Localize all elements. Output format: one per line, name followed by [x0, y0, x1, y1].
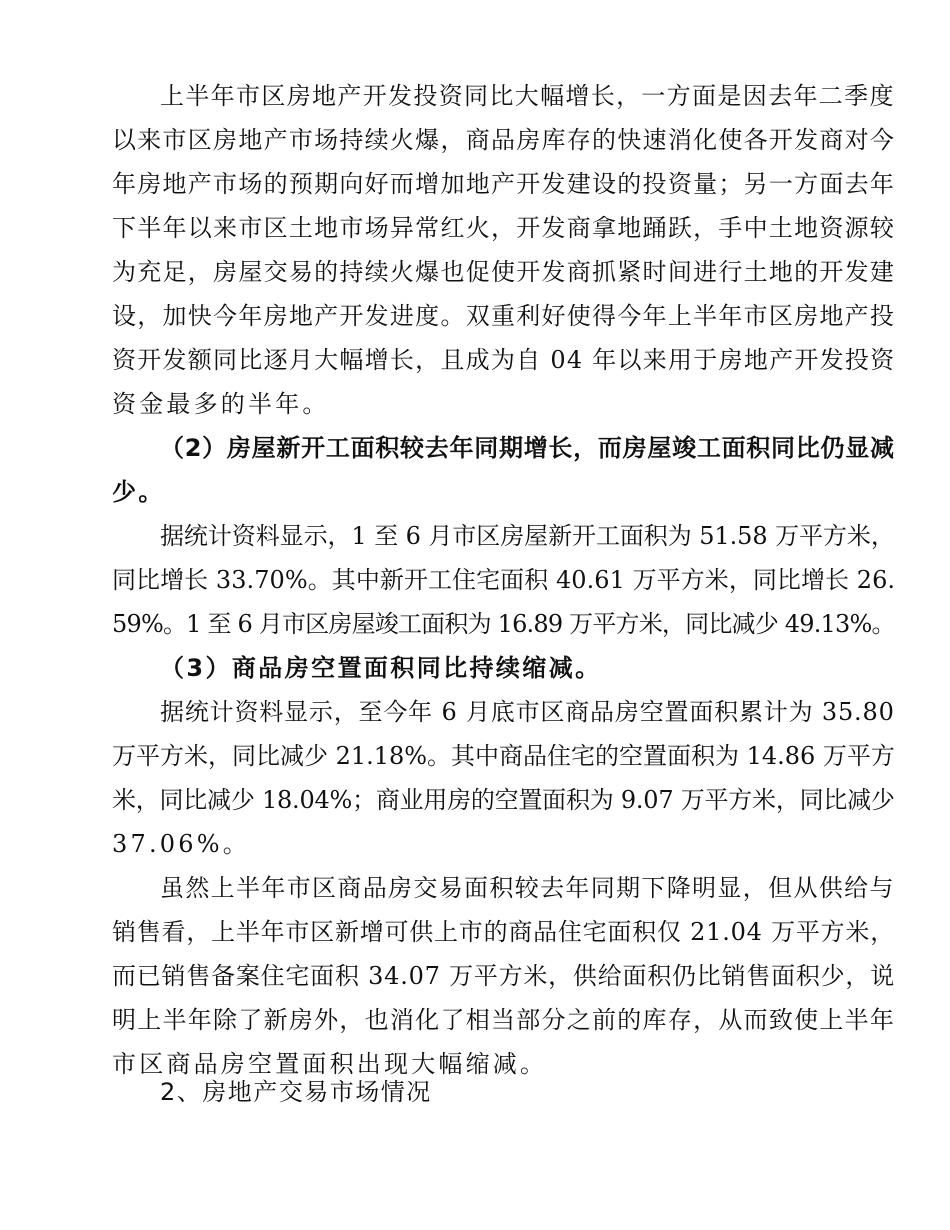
paragraph-investment-line-4: 下半年以来市区土地市场异常红火，开发商拿地踊跃，手中土地资源较 [112, 214, 896, 242]
paragraph-investment-line-1: 上半年市区房地产开发投资同比大幅增长，一方面是因去年二季度 [160, 82, 895, 110]
paragraph-construction-line-3: 59%。1 至 6 月市区房屋竣工面积为 16.89 万平方米，同比减少 49.13%。 [112, 610, 895, 638]
paragraph-supply-line-4: 明上半年除了新房外，也消化了相当部分之前的库存，从而致使上半年 [112, 1006, 896, 1034]
paragraph-investment-line-2: 以来市区房地产市场持续火爆，商品房库存的快速消化使各开发商对今 [112, 126, 896, 154]
section-heading-trading-market: 2、房地产交易市场情况 [160, 1078, 432, 1106]
paragraph-vacancy-line-2: 万平方米，同比减少 21.18%。其中商品住宅的空置面积为 14.86 万平方 [112, 742, 895, 770]
paragraph-vacancy-line-3: 米，同比减少 18.04%；商业用房的空置面积为 9.07 万平方米，同比减少 [112, 786, 895, 814]
paragraph-supply-line-1: 虽然上半年市区商品房交易面积较去年同期下降明显，但从供给与 [160, 874, 895, 902]
paragraph-vacancy-line-4: 37.06%。 [112, 830, 250, 858]
paragraph-vacancy-line-1: 据统计资料显示，至今年 6 月底市区商品房空置面积累计为 35.80 [160, 698, 895, 726]
paragraph-investment-line-5: 为充足，房屋交易的持续火爆也促使开发商抓紧时间进行土地的开发建 [112, 258, 896, 286]
paragraph-construction-line-1: 据统计资料显示，1 至 6 月市区房屋新开工面积为 51.58 万平方米， [160, 522, 895, 550]
paragraph-supply-line-5: 市区商品房空置面积出现大幅缩减。 [112, 1050, 548, 1078]
heading-vacancy: （3）商品房空置面积同比持续缩减。 [160, 654, 602, 682]
paragraph-supply-line-3: 而已销售备案住宅面积 34.07 万平方米，供给面积仍比销售面积少，说 [112, 962, 895, 990]
heading-new-construction-line-2: 少。 [112, 478, 165, 506]
paragraph-investment-line-3: 年房地产市场的预期向好而增加地产开发建设的投资量；另一方面去年 [112, 170, 896, 198]
paragraph-investment-line-8: 资金最多的半年。 [112, 390, 330, 418]
paragraph-investment-line-6: 设，加快今年房地产开发进度。双重利好使得今年上半年市区房地产投 [112, 302, 896, 330]
paragraph-investment-line-7: 资开发额同比逐月大幅增长，且成为自 04 年以来用于房地产开发投资 [112, 346, 896, 374]
paragraph-supply-line-2: 销售看，上半年市区新增可供上市的商品住宅面积仅 21.04 万平方米， [112, 918, 895, 946]
paragraph-construction-line-2: 同比增长 33.70%。其中新开工住宅面积 40.61 万平方米，同比增长 26. [112, 566, 896, 594]
heading-new-construction-line-1: （2）房屋新开工面积较去年同期增长，而房屋竣工面积同比仍显减 [160, 434, 895, 462]
